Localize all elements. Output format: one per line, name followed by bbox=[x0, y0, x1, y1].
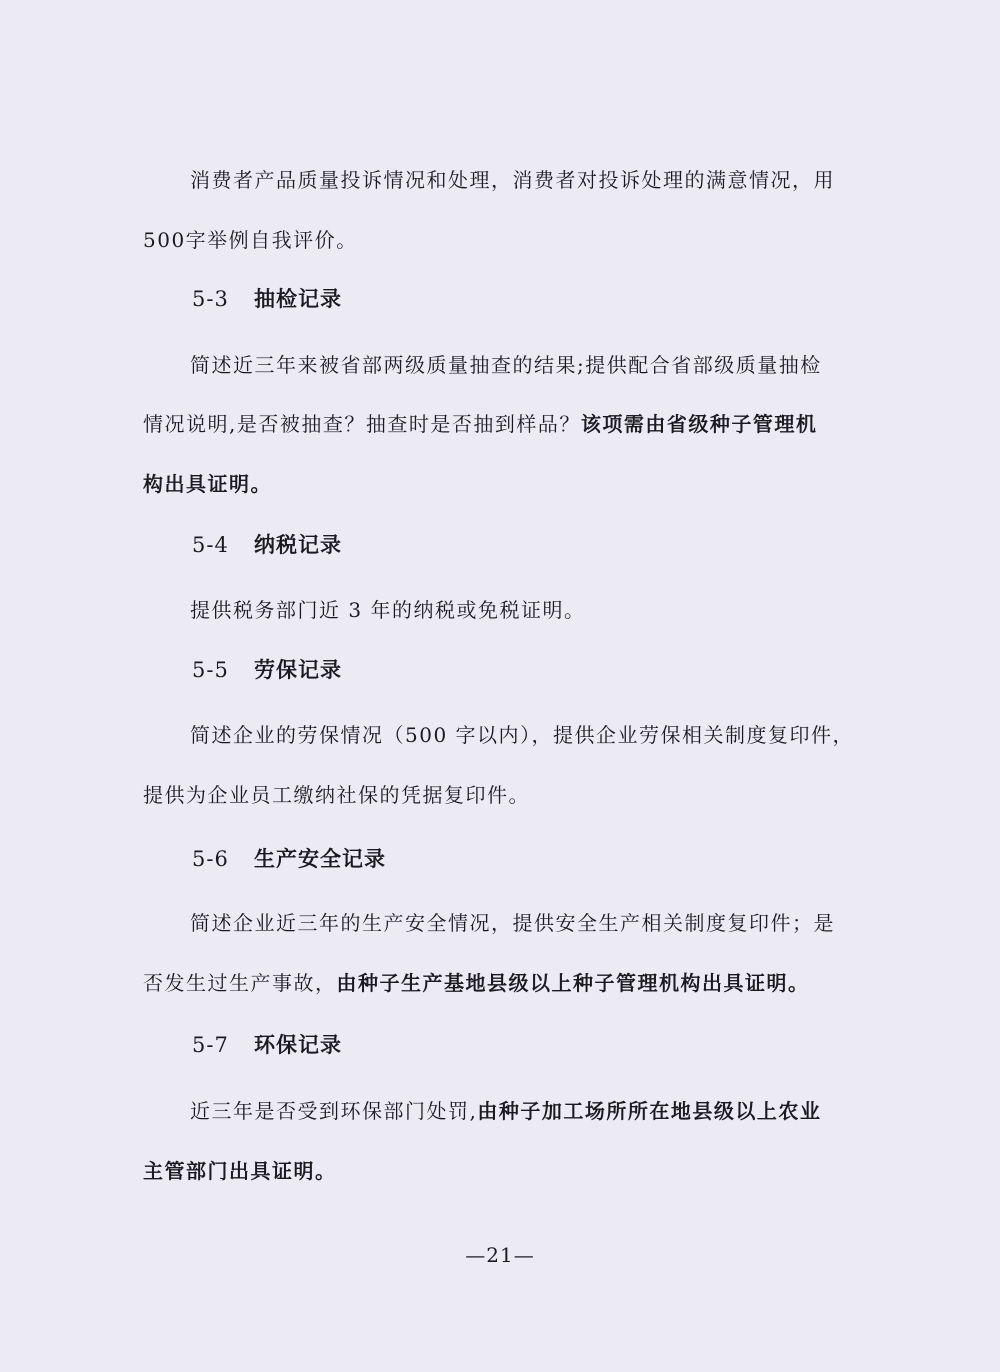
section-title: 劳保记录 bbox=[254, 657, 342, 682]
page-number: —21— bbox=[465, 1243, 535, 1267]
section-heading-5-7 bbox=[192, 1030, 342, 1060]
section-title: 环保记录 bbox=[254, 1032, 342, 1057]
section-title: 生产安全记录 bbox=[254, 846, 386, 871]
section-number: 5-3 bbox=[192, 287, 229, 311]
section-heading-5-5 bbox=[192, 655, 342, 685]
section-heading-5-6 bbox=[192, 844, 386, 874]
paragraph-line bbox=[190, 1096, 821, 1126]
section-title: 纳税记录 bbox=[254, 532, 342, 557]
paragraph-line: 简述企业近三年的生产安全情况，提供安全生产相关制度复印件；是 bbox=[190, 911, 835, 935]
section-number: 5-6 bbox=[192, 847, 229, 871]
section-heading-5-3 bbox=[192, 284, 342, 314]
bold-text-run: 由种子加工场所所在地县级以上农业 bbox=[477, 1099, 822, 1123]
paragraph-line: 主管部门出具证明。 bbox=[143, 1159, 337, 1183]
text-run: 否发生过生产事故， bbox=[143, 971, 337, 995]
paragraph-line bbox=[143, 968, 810, 998]
section-number: 5-5 bbox=[192, 658, 229, 682]
paragraph-line: 消费者产品质量投诉情况和处理，消费者对投诉处理的满意情况，用 bbox=[190, 168, 835, 192]
paragraph-line: 提供税务部门近 3 年的纳税或免税证明。 bbox=[190, 598, 586, 622]
section-number: 5-7 bbox=[192, 1033, 229, 1057]
paragraph-line: 构出具证明。 bbox=[143, 472, 272, 496]
paragraph-line: 简述企业的劳保情况（500 字以内），提供企业劳保相关制度复印件， bbox=[190, 723, 855, 747]
section-title: 抽检记录 bbox=[254, 286, 342, 311]
paragraph-line bbox=[143, 409, 817, 439]
text-run: 情况说明,是否被抽查？抽查时是否抽到样品？ bbox=[143, 412, 581, 436]
paragraph-line: 500字举例自我评价。 bbox=[143, 228, 358, 252]
section-heading-5-4 bbox=[192, 530, 342, 560]
bold-text-run: 由种子生产基地县级以上种子管理机构出具证明。 bbox=[336, 971, 810, 995]
section-number: 5-4 bbox=[192, 533, 229, 557]
text-run: 近三年是否受到环保部门处罚, bbox=[190, 1099, 478, 1123]
bold-text-run: 该项需由省级种子管理机 bbox=[580, 412, 818, 436]
paragraph-line: 提供为企业员工缴纳社保的凭据复印件。 bbox=[143, 783, 530, 807]
paragraph-line: 简述近三年来被省部两级质量抽查的结果;提供配合省部级质量抽检 bbox=[190, 353, 822, 377]
